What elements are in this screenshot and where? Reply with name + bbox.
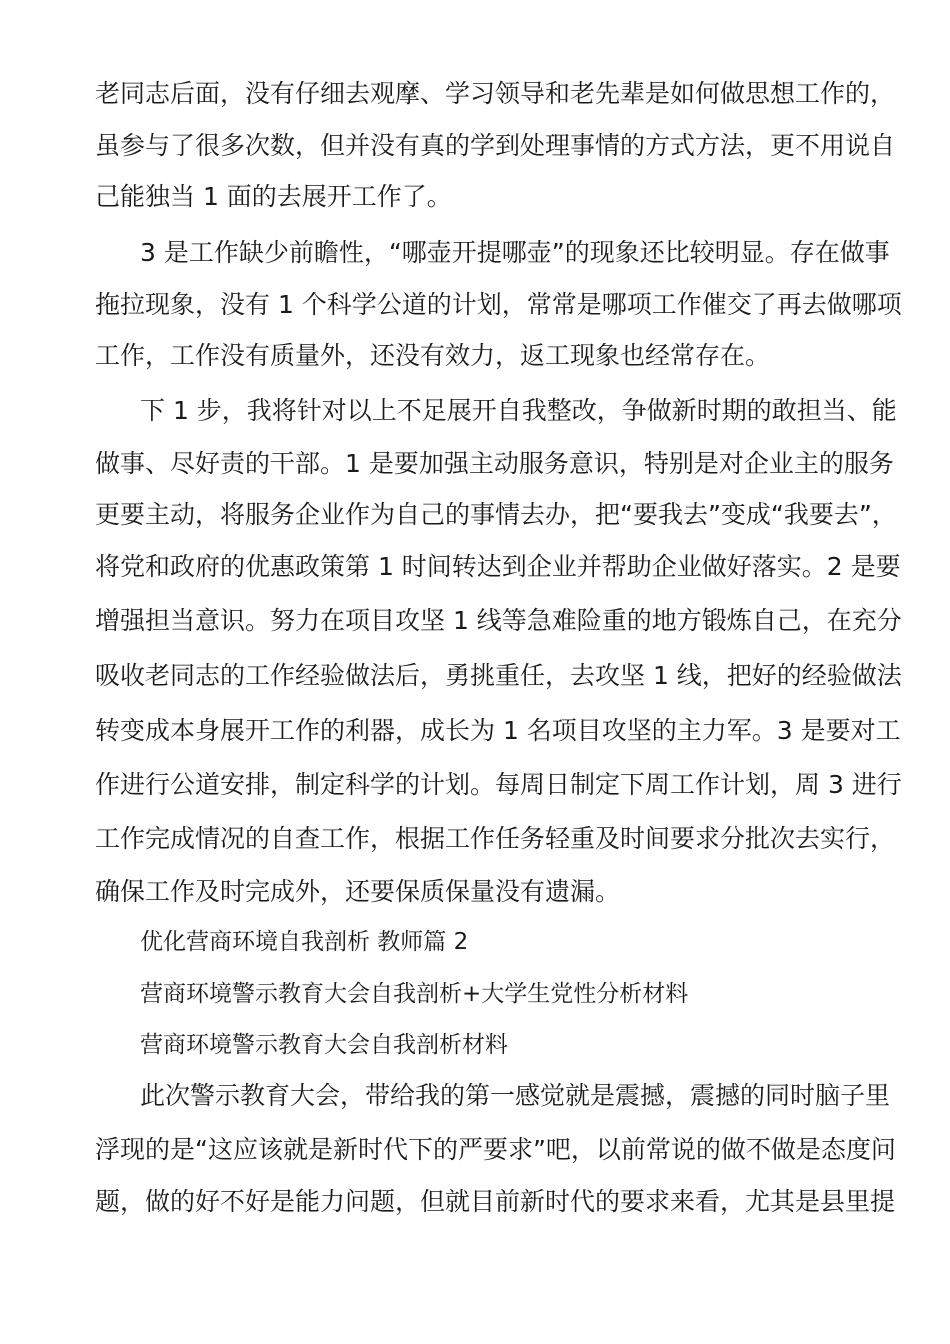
- paragraph-3-line-10: 确保工作及时完成外，还要保质保量没有遗漏。: [95, 877, 621, 906]
- paragraph-2-line-3: 工作，工作没有质量外，还没有效力，返工现象也经常存在。: [95, 341, 771, 370]
- paragraph-4-line-3: 题，做的好不好是能力问题，但就目前新时代的要求来看，尤其是县里提: [95, 1187, 896, 1216]
- section-heading-2: 营商环境警示教育大会自我剖析+大学生党性分析材料: [140, 981, 689, 1007]
- paragraph-2-line-2: 拖拉现象，没有 1 个科学公道的计划，常常是哪项工作催交了再去做哪项: [95, 290, 902, 319]
- paragraph-3-line-1: 下 1 步，我将针对以上不足展开自我整改，争做新时期的敢担当、能: [140, 396, 897, 425]
- paragraph-3-line-4: 将党和政府的优惠政策第 1 时间转达到企业并帮助企业做好落实。2 是要: [95, 552, 901, 581]
- paragraph-3-line-6: 吸收老同志的工作经验做法后，勇挑重任，去攻坚 1 线，把好的经验做法: [95, 661, 902, 690]
- paragraph-3-line-9: 工作完成情况的自查工作，根据工作任务轻重及时间要求分批次去实行，: [95, 824, 896, 853]
- paragraph-2-line-1: 3 是工作缺少前瞻性，“哪壶开提哪壶”的现象还比较明显。存在做事: [140, 238, 890, 267]
- paragraph-4-line-1: 此次警示教育大会，带给我的第一感觉就是震撼，震撼的同时脑子里: [140, 1081, 891, 1110]
- paragraph-3-line-5: 增强担当意识。努力在项目攻坚 1 线等急难险重的地方锻炼自己，在充分: [95, 606, 902, 635]
- section-heading-1: 优化营商环境自我剖析 教师篇 2: [140, 929, 469, 955]
- paragraph-1-line-1: 老同志后面，没有仔细去观摩、学习领导和老先辈是如何做思想工作的，: [95, 79, 896, 108]
- paragraph-3-line-2: 做事、尽好责的干部。1 是要加强主动服务意识，特别是对企业主的服务: [95, 449, 894, 478]
- paragraph-1-line-3: 己能独当 1 面的去展开工作了。: [95, 182, 452, 211]
- section-heading-3: 营商环境警示教育大会自我剖析材料: [140, 1032, 508, 1058]
- paragraph-4-line-2: 浮现的是“这应该就是新时代下的严要求”吧，以前常说的做不做是态度问: [95, 1135, 896, 1164]
- paragraph-3-line-3: 更要主动，将服务企业作为自己的事情去办，把“要我去”变成“我要去”，: [95, 500, 897, 529]
- paragraph-1-line-2: 虽参与了很多次数，但并没有真的学到处理事情的方式方法，更不用说自: [95, 131, 896, 160]
- paragraph-3-line-8: 作进行公道安排，制定科学的计划。每周日制定下周工作计划，周 3 进行: [95, 770, 902, 799]
- paragraph-3-line-7: 转变成本身展开工作的利器，成长为 1 名项目攻坚的主力军。3 是要对工: [95, 716, 901, 745]
